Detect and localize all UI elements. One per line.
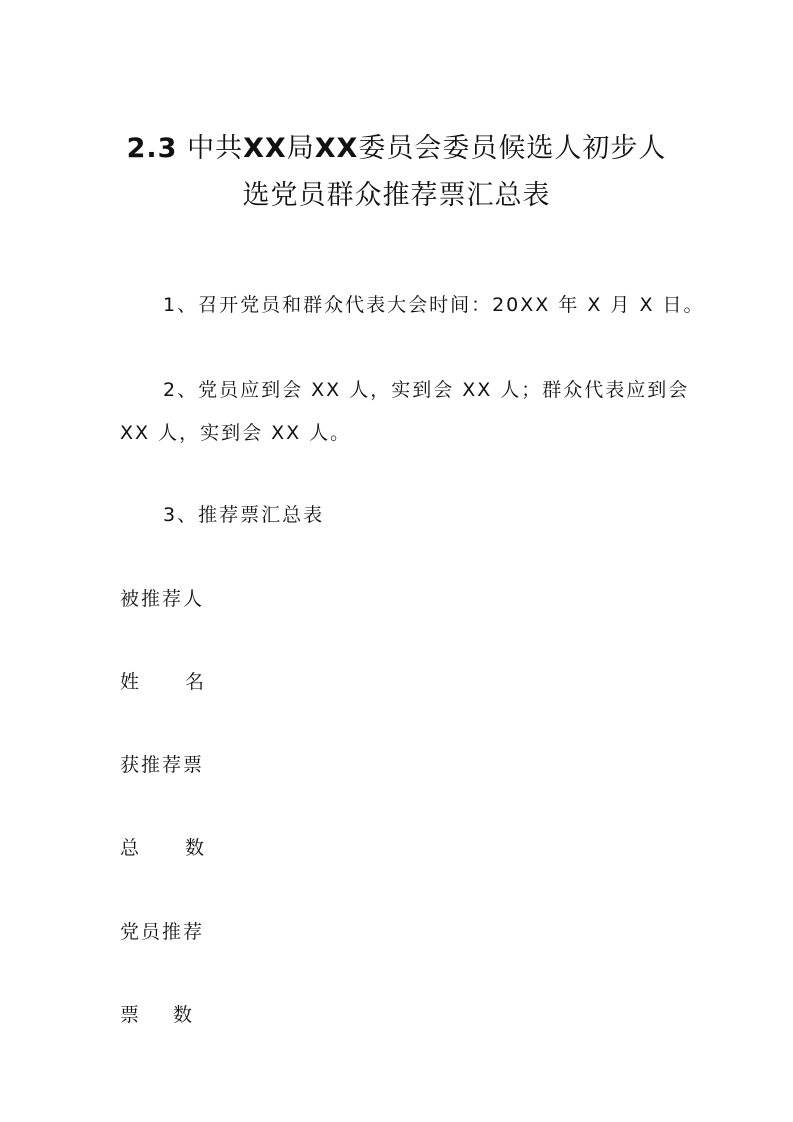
attendance-paragraph-line-1: 2、党员应到会 XX 人，实到会 XX 人；群众代表应到会 xyxy=(163,379,690,401)
party-votes-label: 党员推荐 xyxy=(120,921,205,943)
vote-count-label-left: 票 xyxy=(120,1004,140,1026)
name-label-right: 名 xyxy=(184,671,204,693)
votes-received-label: 获推荐票 xyxy=(120,754,205,776)
name-label xyxy=(120,667,204,694)
meeting-time-paragraph: 1、召开党员和群众代表大会时间：20XX 年 X 月 X 日。 xyxy=(163,294,705,316)
name-label-left: 姓 xyxy=(120,671,140,693)
total-label xyxy=(120,833,204,860)
summary-table-heading: 3、推荐票汇总表 xyxy=(163,504,325,526)
nominee-label: 被推荐人 xyxy=(120,588,205,610)
total-label-right: 数 xyxy=(184,837,204,859)
title-placeholder-1: XX xyxy=(243,133,287,164)
title-placeholder-2: XX xyxy=(314,133,359,164)
attendance-paragraph-line-2: XX 人，实到会 XX 人。 xyxy=(120,422,352,444)
title-part-b: 局 xyxy=(286,133,315,164)
title-part-c: 委员会委员候选人初步人 xyxy=(358,133,667,164)
document-title-line-2: 选党员群众推荐票汇总表 xyxy=(242,180,551,211)
vote-count-label-right: 数 xyxy=(172,1004,192,1026)
title-section-number: 2.3 xyxy=(126,133,178,164)
vote-count-label xyxy=(120,1000,192,1027)
document-title-line-1 xyxy=(80,126,713,165)
total-label-left: 总 xyxy=(120,837,140,859)
title-part-a: 中共 xyxy=(187,133,244,164)
